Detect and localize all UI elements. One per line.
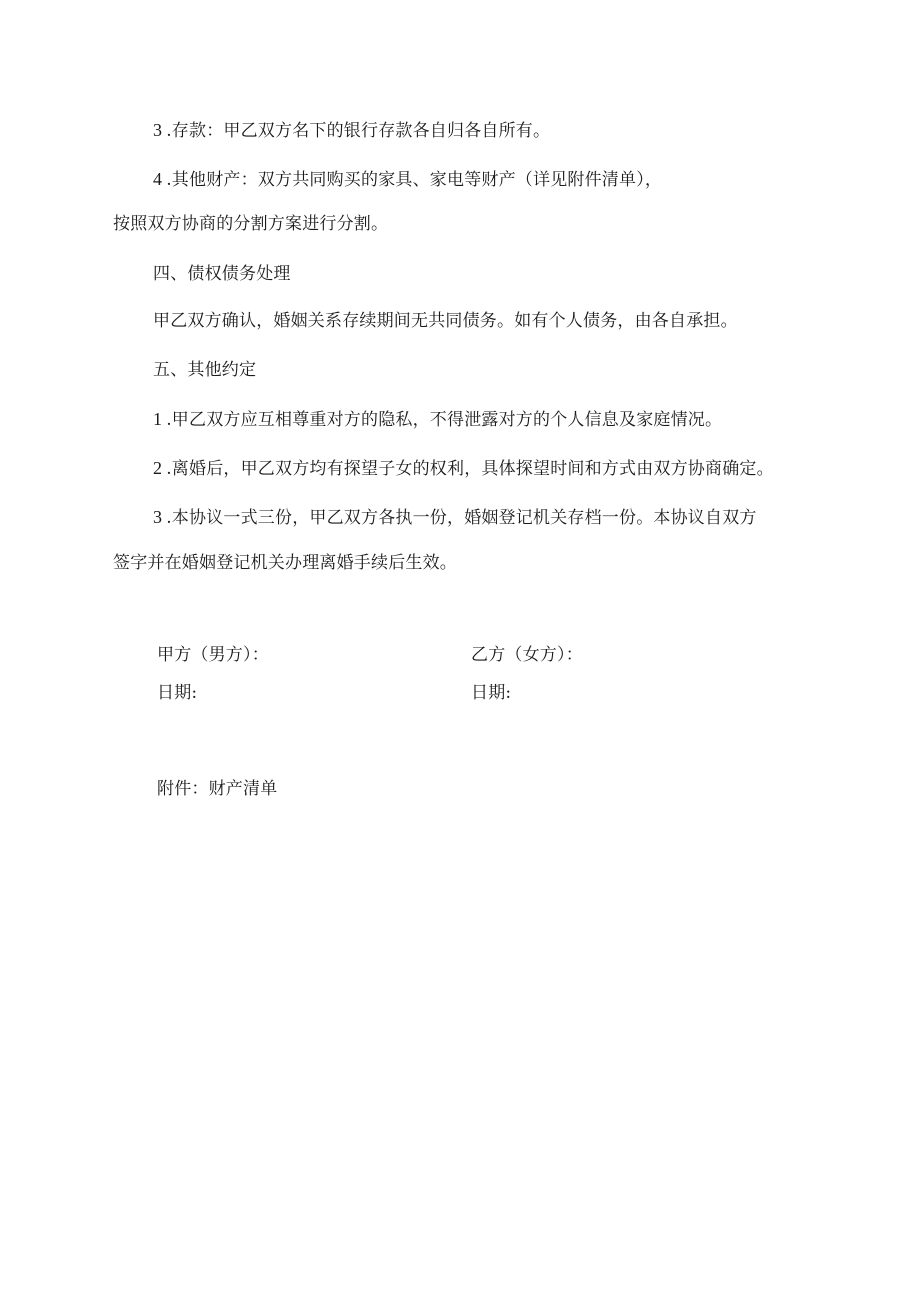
section-heading-debts: 四、债权债务处理 bbox=[153, 264, 291, 284]
item-other-property-continued: 按照双方协商的分割方案进行分割。 bbox=[113, 214, 389, 234]
item-text: .离婚后，甲乙双方均有探望子女的权利，具体探望时间和方式由双方协商确定。 bbox=[166, 459, 774, 479]
other-item-copies bbox=[153, 505, 757, 530]
item-text: .甲乙双方应互相尊重对方的隐私，不得泄露对方的个人信息及家庭情况。 bbox=[166, 410, 723, 430]
party-b-signature: 乙方（女方）： bbox=[471, 645, 583, 665]
debt-paragraph: 甲乙双方确认，婚姻关系存续期间无共同债务。如有个人债务，由各自承担。 bbox=[153, 311, 738, 331]
item-number: 3 bbox=[153, 507, 163, 527]
item-text: .其他财产：双方共同购买的家具、家电等财产（详见附件清单）， bbox=[166, 170, 663, 190]
item-text: .存款：甲乙双方名下的银行存款各自归各自所有。 bbox=[166, 121, 551, 141]
section-heading-other: 五、其他约定 bbox=[153, 360, 257, 380]
item-text: .本协议一式三份，甲乙双方各执一份，婚姻登记机关存档一份。本协议自双方 bbox=[166, 508, 757, 528]
item-number: 3 bbox=[153, 120, 163, 140]
party-a-signature: 甲方（男方）： bbox=[157, 645, 269, 665]
other-item-copies-continued: 签字并在婚姻登记机关办理离婚手续后生效。 bbox=[113, 553, 457, 573]
party-a-date: 日期: bbox=[157, 683, 198, 703]
party-b-date: 日期: bbox=[471, 683, 512, 703]
item-number: 4 bbox=[153, 169, 163, 189]
attachment-note: 附件：财产清单 bbox=[157, 779, 278, 799]
item-number: 1 bbox=[153, 409, 163, 429]
item-number: 2 bbox=[153, 458, 163, 478]
other-item-visitation bbox=[153, 456, 774, 481]
item-savings bbox=[153, 118, 550, 143]
item-other-property bbox=[153, 167, 662, 192]
other-item-privacy bbox=[153, 407, 722, 432]
